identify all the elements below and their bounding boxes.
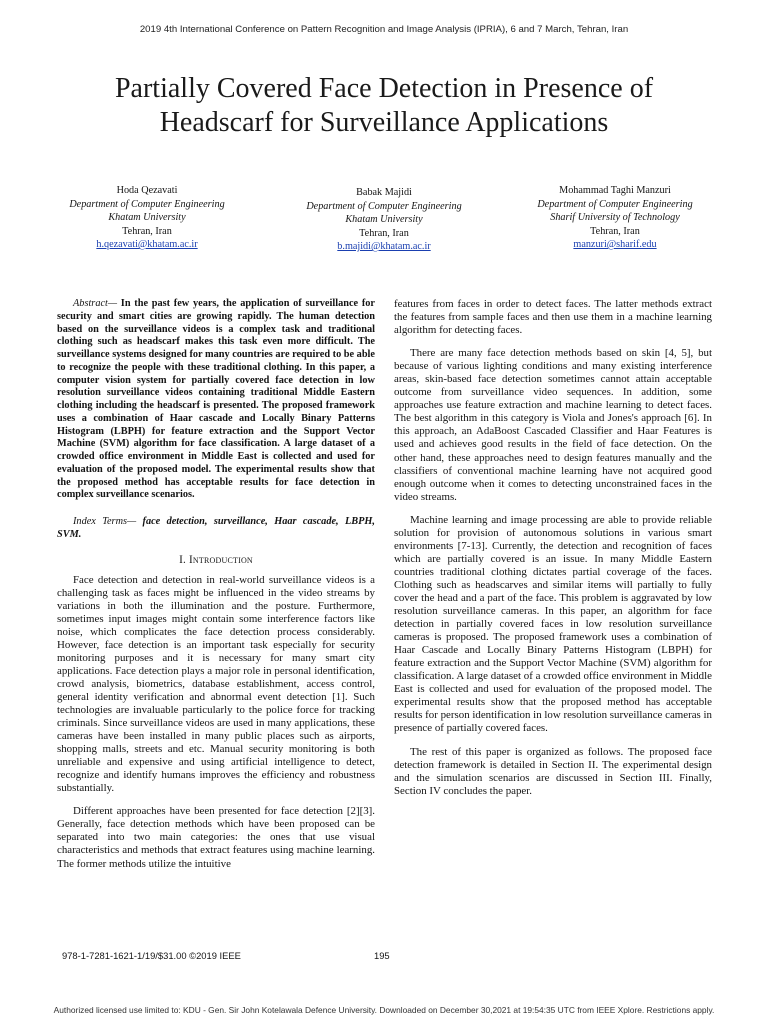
author-university: Khatam University xyxy=(108,212,186,223)
body-paragraph: There are many face detection methods based on skin [4, 5], but because of various lighting conditions and many existing interference areas, skin-based face detection sometimes cannot attain acceptable outcome from surveillance video sequences. In addition, some approaches use feature extraction and machine learning to detect faces. The best algorithm in this category is Viola and Jones's approach [6]. In this approach, an AdaBoost Cascaded Classifier and Haar Features is used and achieves good results in the field of face detection. On the other hand, these approaches need to design features manually and the classifiers of conventional machine learning have not acquired good enough outcome when it comes to detecting unconstrained faces in the video streams. xyxy=(394,347,712,503)
abstract-text: In the past few years, the application of surveillance for security and smart cities are growing rapidly. The human detection based on the surveillance videos is a complex task and traditional clothing such as headscarf makes this task even more difficult. The surveillance systems designed for many countries are required to be able to recognize the people with these traditional clothing. In this paper, a computer vision system for partially covered face detection in low resolution surveillance videos containing traditional Middle Eastern clothing including the headscarf is presented. The proposed framework uses a combination of Haar cascade and Locally Binary Patterns Histogram (LBPH) for feature extraction and the Support Vector Machine (SVM) algorithm for face classification. A large dataset of a crowded office environment in Middle East is collected and used for evaluation of the proposed model. The experimental results show that the proposed method has acceptable results for face detection in complex surveillance scenarios. xyxy=(57,298,375,501)
author-name: Babak Majidi xyxy=(356,187,412,198)
left-column xyxy=(57,298,375,871)
author-block-2 xyxy=(279,186,489,254)
section-heading-introduction: I. Introduction xyxy=(179,553,253,566)
author-location: Tehran, Iran xyxy=(590,225,640,237)
author-location: Tehran, Iran xyxy=(359,227,409,239)
license-notice: Authorized licensed use limited to: KDU - Gen. Sir John Kotelawala Defence University. Downloaded on December 30,2021 at 19:54:35 UTC from IEEE Xplore. Restrictions apply. xyxy=(53,1005,715,1015)
author-department: Department of Computer Engineering xyxy=(69,198,225,210)
abstract xyxy=(57,298,375,502)
footer-isbn: 978-1-7281-1621-1/19/$31.00 ©2019 IEEE xyxy=(62,950,241,961)
right-column xyxy=(394,298,712,798)
title-line-2: Headscarf for Surveillance Applications xyxy=(159,107,609,138)
author-email-link[interactable]: manzuri@sharif.edu xyxy=(573,239,657,250)
author-email-link[interactable]: h.qezavati@khatam.ac.ir xyxy=(96,239,198,250)
author-name: Mohammad Taghi Manzuri xyxy=(559,185,671,196)
abstract-label: Abstract— xyxy=(73,298,118,309)
body-paragraph: Different approaches have been presented for face detection [2][3]. Generally, face detection methods which have been proposed can be separated into two main categories: the ones that use visual characteristics and methods that extract features using machine learning. The former methods utilize the intuitive xyxy=(57,805,375,870)
body-paragraph: The rest of this paper is organized as follows. The proposed face detection framework is detailed in Section II. The experimental design and the simulation scenarios are discussed in Section III. Finally, Section IV concludes the paper. xyxy=(394,745,712,797)
author-block-3 xyxy=(505,184,725,252)
paper-title xyxy=(60,72,708,140)
conference-header: 2019 4th International Conference on Pattern Recognition and Image Analysis (IPRIA), 6 and 7 March, Tehran, Iran xyxy=(139,24,629,35)
author-email-link[interactable]: b.majidi@khatam.ac.ir xyxy=(337,241,431,252)
author-block-1 xyxy=(42,184,252,252)
body-paragraph: Face detection and detection in real-world surveillance videos is a challenging task as faces might be influenced in the video streams by variations in both the illumination and the posture. Furthermore, sometimes input images might contain some interference factors like noise, which complicates the face detection process considerably. However, face detection is an important task especially for security monitoring purposes and it is necessary for many smart city applications. Face detection plays a major role in personal identification, crowd analysis, biometrics, database establishment, access control, general identity verification and abnormal event detection [1]. Such technologies are invaluable particularly to the police force for tracking criminals. Since surveillance videos are used in many applications, these cameras have been installed in many public places such as airports, shopping malls, streets and etc. Manual security monitoring is both unreliable and expensive and using artificial intelligence to detect, recognize and identify humans improves the efficiency and robustness substantially. xyxy=(57,573,375,795)
author-location: Tehran, Iran xyxy=(122,225,172,237)
author-department: Department of Computer Engineering xyxy=(306,200,462,212)
author-name: Hoda Qezavati xyxy=(116,185,178,196)
index-terms xyxy=(57,516,375,542)
author-university: Sharif University of Technology xyxy=(550,212,680,223)
author-university: Khatam University xyxy=(345,214,423,225)
title-line-1: Partially Covered Face Detection in Presence of xyxy=(114,73,654,104)
index-terms-text: face detection, surveillance, Haar cascade, LBPH, SVM. xyxy=(57,516,375,540)
body-paragraph: Machine learning and image processing are able to provide reliable solution for provision of autonomous solutions in various smart environments [7-13]. Currently, the detection and recognition of faces which are partially covered is an issue. In many Middle Eastern countries traditional clothing dictates partial coverage of the faces. Clothing such as headscarves and similar items will partially to fully cover the head and a part of the face. This problem is aggravated by low resolution surveillance cameras. In this paper, an algorithm for face detection in partially covered faces in low resolution surveillance cameras is proposed. The proposed framework uses a combination of Haar Cascade and Locally Binary Patterns Histogram (LBPH) for feature extraction and the Support Vector Machine (SVM) algorithm for classification. A large dataset of a crowded office environment in Middle East is collected and used for evaluation of the proposed model. The experimental results show that the proposed method has acceptable results for person identification in low resolution surveillance cameras in presence of partially covered faces. xyxy=(394,513,712,735)
author-department: Department of Computer Engineering xyxy=(537,198,693,210)
page-number: 195 xyxy=(374,950,390,961)
index-terms-label: Index Terms— xyxy=(73,516,137,527)
body-paragraph: features from faces in order to detect faces. The latter methods extract the features from sample faces and then use them in a machine learning algorithm for detecting faces. xyxy=(394,298,712,337)
